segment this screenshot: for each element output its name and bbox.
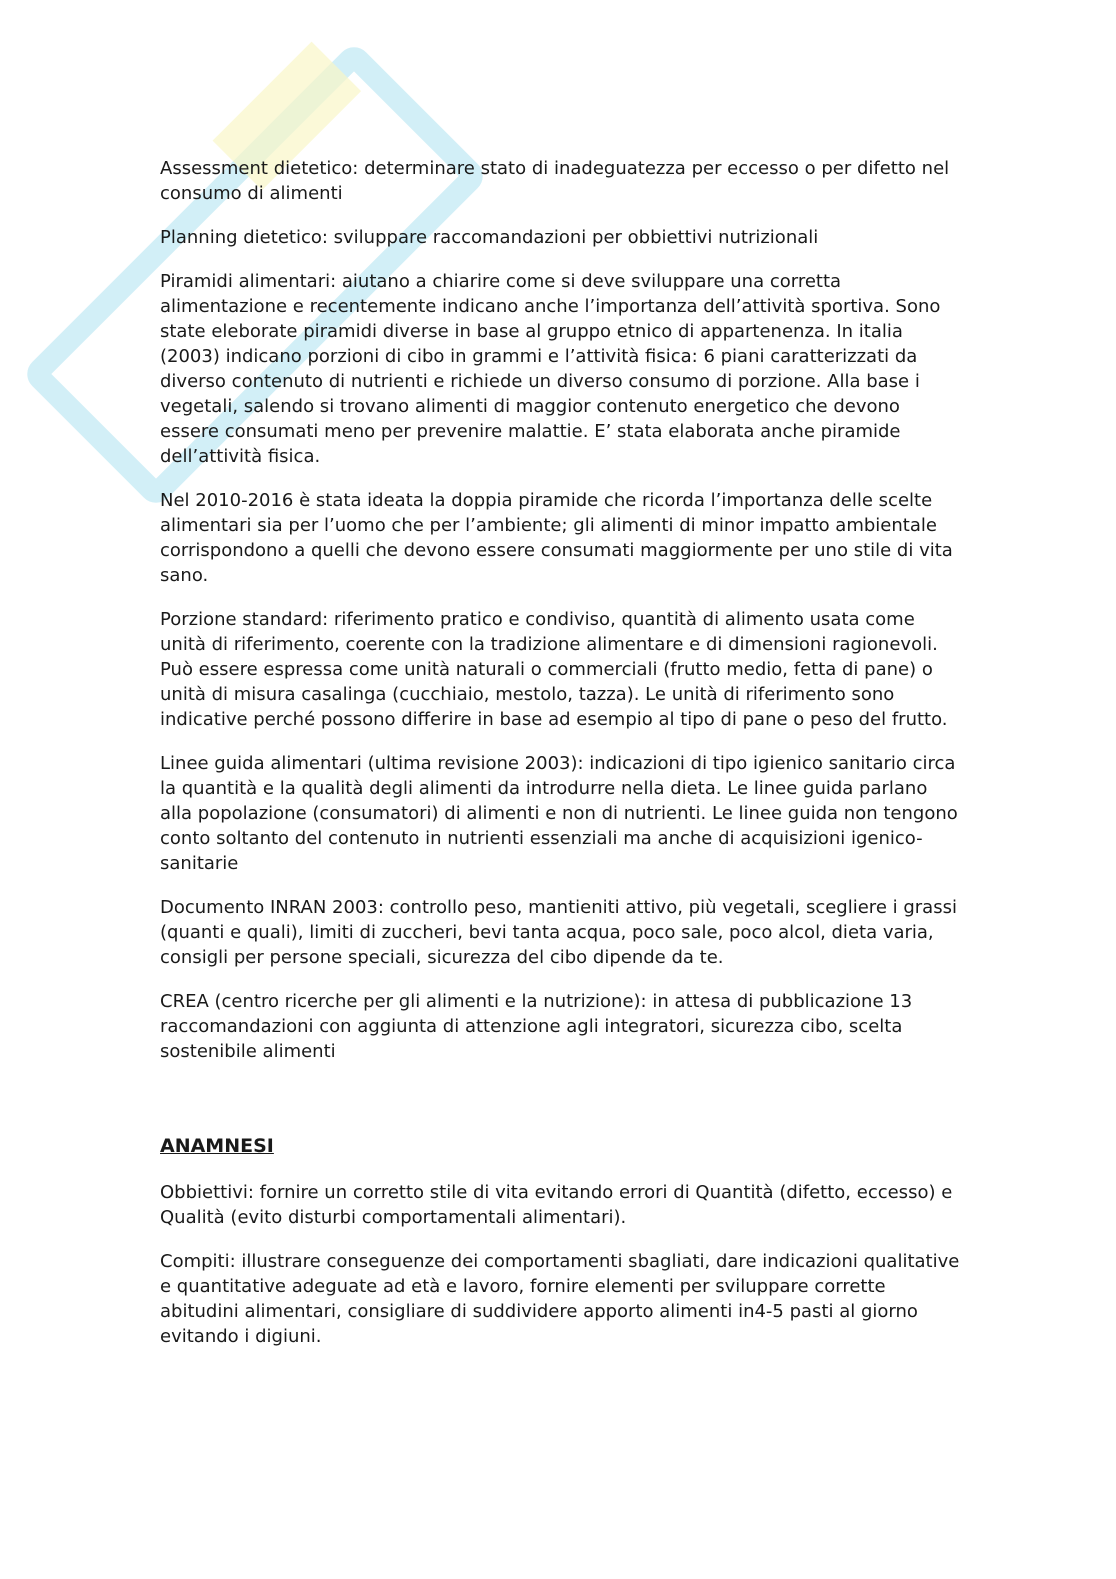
section-spacer [160, 1083, 960, 1133]
paragraph-inran: Documento INRAN 2003: controllo peso, mantieniti attivo, più vegetali, scegliere i grassi (quanti e quali), limiti di zuccheri, bevi tanta acqua, poco sale, poco alcol, dieta varia, consigli per persone speciali, sicurezza del cibo dipende da te. [160, 897, 957, 968]
paragraph-planning: Planning dietetico: sviluppare raccomandazioni per obbiettivi nutrizionali [160, 227, 819, 248]
paragraph-compiti: Compiti: illustrare conseguenze dei comportamenti sbagliati, dare indicazioni qualitative e quantitative adeguate ad età e lavoro, fornire elementi per sviluppare corrette abitudini alimentari, consigliare di suddividere apporto alimenti in4-5 pasti al giorno evitando i digiuni. [160, 1251, 960, 1347]
paragraph-porzione-standard: Porzione standard: riferimento pratico e condiviso, quantità di alimento usata come unità di riferimento, coerente con la tradizione alimentare e di dimensioni ragionevoli. Può essere espressa come unità naturali o commerciali (frutto medio, fetta di pane) o unità di misura casalinga (cucchiaio, mestolo, tazza). Le unità di riferimento sono indicative perché possono differire in base ad esempio al tipo di pane o peso del frutto. [160, 609, 948, 730]
paragraph-doppia-piramide: Nel 2010-2016 è stata ideata la doppia piramide che ricorda l’importanza delle scelte alimentari sia per l’uomo che per l’ambiente; gli alimenti di minor impatto ambientale corrispondono a quelli che devono essere consumati maggiormente per uno stile di vita sano. [160, 490, 953, 586]
section-heading-anamnesi: ANAMNESI [160, 1135, 274, 1157]
paragraph-linee-guida: Linee guida alimentari (ultima revisione 2003): indicazioni di tipo igienico sanitario circa la quantità e la qualità degli alimenti da introdurre nella dieta. Le linee guida parlano alla popolazione (consumatori) di alimenti e non di nutrienti. Le linee guida non tengono conto soltanto del contenuto in nutrienti essenziali ma anche di acquisizioni igenico-sanitarie [160, 753, 958, 874]
paragraph-crea: CREA (centro ricerche per gli alimenti e la nutrizione): in attesa di pubblicazione 13 raccomandazioni con aggiunta di attenzione agli integratori, sicurezza cibo, scelta sostenibile alimenti [160, 991, 913, 1062]
paragraph-assessment: Assessment dietetico: determinare stato di inadeguatezza per eccesso o per difetto nel consumo di alimenti [160, 158, 950, 204]
paragraph-obbiettivi: Obbiettivi: fornire un corretto stile di vita evitando errori di Quantità (difetto, eccesso) e Qualità (evito disturbi comportamentali alimentari). [160, 1182, 953, 1228]
document-body [160, 156, 960, 1368]
paragraph-piramidi: Piramidi alimentari: aiutano a chiarire come si deve sviluppare una corretta alimentazione e recentemente indicano anche l’importanza dell’attività sportiva. Sono state eleborate piramidi diverse in base al gruppo etnico di appartenenza. In italia (2003) indicano porzioni di cibo in grammi e l’attività fisica: 6 piani caratterizzati da diverso contenuto di nutrienti e richiede un diverso consumo di porzione. Alla base i vegetali, salendo si trovano alimenti di maggior contenuto energetico che devono essere consumati meno per prevenire malattie. E’ stata elaborata anche piramide dell’attività fisica. [160, 271, 941, 467]
